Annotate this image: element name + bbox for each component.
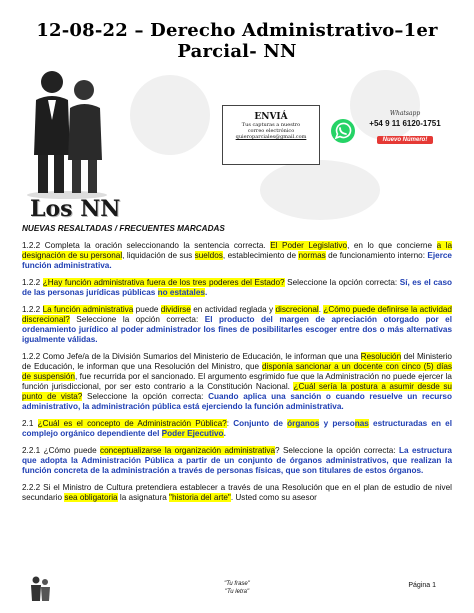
business-people-icon — [22, 60, 112, 200]
q7-highlight: "historia del arte" — [169, 493, 231, 502]
footer-quote — [0, 580, 474, 596]
q1-highlight: El Poder Legislativo — [270, 241, 348, 250]
bg-decor-circle — [260, 160, 380, 220]
q1-answer: Ejerce función administrativa. — [22, 251, 452, 270]
q5-answer-highlight: órganos — [287, 419, 320, 428]
q2-answer: . — [204, 288, 208, 297]
q4-highlight: ¿Cuál sería la postura a asumir desde su punto de vista? — [22, 382, 452, 401]
q2-text: Seleccione la opción correcta: — [284, 278, 400, 287]
q3-text: Seleccione la opción correcta: — [69, 315, 205, 324]
q1-text: , liquidación de sus — [122, 251, 195, 260]
page-title: 12-08-22 – Derecho Administrativo–1er Parcial- NN — [36, 20, 438, 62]
q4-highlight: Resolución — [360, 352, 402, 361]
q3-text: puede — [133, 305, 161, 314]
send-title: ENVIÁ — [254, 112, 288, 122]
q3-text: 1.2.2 — [22, 305, 43, 314]
q6-answer: La estructura que adopta la Administración Pública a partir de un conjunto de órganos administrativos, que realizan la función concreta de la administración a través de personas físicas, que son titulares de estos órganos. — [22, 446, 452, 475]
question-7 — [22, 483, 452, 503]
q3-answer: El producto del margen de apreciación otorgado por el ordenamiento jurídico al poder administrador los fines de posibilitarles escoger entre dos o más alternativas igualmente válidas. — [22, 315, 452, 344]
q5-answer: estructuradas en el complejo orgánico dependiente del — [22, 419, 452, 438]
q1-highlight: sueldos — [194, 251, 223, 260]
q2-highlight: ¿Hay función administrativa fuera de los tres poderes del Estado? — [42, 278, 285, 287]
document-content — [22, 224, 452, 510]
footer-line-1: "Tu frase" — [224, 581, 250, 587]
q2-answer: Sí, es el caso de las personas jurídicas públicas — [22, 278, 452, 297]
send-captures-box — [222, 105, 320, 165]
q3-text: en actividad reglada y — [190, 305, 276, 314]
q6-text: 2.2.1 ¿Cómo puede — [22, 446, 101, 455]
q4-text: , fue recurrida por el sancionado. El argumento esgrimido fue que la Administración no puede ejercer la función jurisdiccional, por ser esto contrario a la Constitución Nacional. — [22, 372, 452, 391]
q7-text: 2.2.2 Si el Ministro de Cultura pretendiera establecer a través de una Resolución que en el plan de estudio de nivel secundario — [22, 483, 452, 502]
q4-highlight: disponía sancionar a un docente con cinco (5) días de suspensión — [22, 362, 452, 381]
q6-text: ? Seleccione la opción correcta: — [275, 446, 399, 455]
whatsapp-contact — [362, 110, 448, 158]
q5-answer: Conjunto de — [233, 419, 288, 428]
question-6 — [22, 446, 452, 476]
page-number: Página 1 — [408, 582, 436, 589]
q5-answer: . — [223, 429, 226, 438]
q7-text: . Usted como su asesor — [230, 493, 317, 502]
send-email[interactable]: quieroparciales@gmail.com — [235, 134, 307, 140]
brand-logo-text: Los NN — [30, 196, 121, 222]
footer-line-2: "Tu letra" — [224, 589, 250, 595]
question-4 — [22, 352, 452, 412]
question-2 — [22, 278, 452, 298]
q5-answer: y perso — [319, 419, 355, 428]
q2-text: 1.2.2 — [22, 278, 43, 287]
q1-highlight: a la designación de su personal — [22, 241, 453, 260]
q7-text: la asignatura — [117, 493, 170, 502]
whatsapp-label: Whatsapp — [389, 110, 421, 117]
question-1 — [22, 241, 452, 271]
q4-text: 1.2.2 Como Jefe/a de la División Sumarios del Ministerio de Educación, le informan que una — [22, 352, 361, 361]
question-3 — [22, 305, 452, 345]
bg-decor-circle — [130, 75, 210, 155]
q7-highlight: sea obligatoria — [64, 493, 118, 502]
send-line-2: correo electrónico — [247, 128, 295, 134]
q6-highlight: conceptualizarse la organización administrativa — [100, 446, 275, 455]
question-5 — [22, 419, 452, 439]
q3-text: . — [318, 305, 324, 314]
q1-text: , en lo que concierne — [347, 241, 437, 250]
q1-text: 1.2.2 Completa la oración seleccionando la sentencia correcta. — [22, 241, 271, 250]
q5-highlight: ¿Cuál es el concepto de Administración Pública? — [37, 419, 227, 428]
q4-text: del Ministerio de Educación, le informan que una Resolución del Ministro, que — [22, 352, 452, 371]
q5-text: 2.1 — [22, 419, 38, 428]
q4-text: Seleccione la opción correcta: — [82, 392, 209, 401]
q1-text: de funcionamiento interno: — [325, 251, 428, 260]
send-line-1: Tus capturas a nuestro — [241, 122, 301, 128]
whatsapp-phone[interactable]: +54 9 11 6120-1751 — [369, 119, 441, 128]
q1-text: , establecimiento de — [222, 251, 299, 260]
q3-highlight: ¿Cómo puede definirse la actividad discrecional? — [22, 305, 452, 324]
new-number-badge: Nuevo Número! — [377, 136, 434, 144]
q3-highlight: discrecional — [275, 305, 319, 314]
whatsapp-icon — [330, 118, 356, 144]
q1-highlight: normas — [298, 251, 326, 260]
q2-answer-highlight: no estatales — [157, 288, 205, 297]
q3-highlight: dividirse — [160, 305, 191, 314]
q5-answer-highlight: nas — [354, 419, 369, 428]
q5-text: : — [226, 419, 234, 428]
section-heading: NUEVAS RESALTADAS / FRECUENTES MARCADAS — [22, 224, 225, 233]
q5-answer-highlight: Poder Ejecutivo — [161, 429, 224, 438]
q4-answer: Cuando aplica una sanción o cuando resuelve un recurso administrativo, la administración pública está ejerciendo la función administrativa. — [22, 392, 452, 411]
q3-highlight: La función administrativa — [42, 305, 134, 314]
